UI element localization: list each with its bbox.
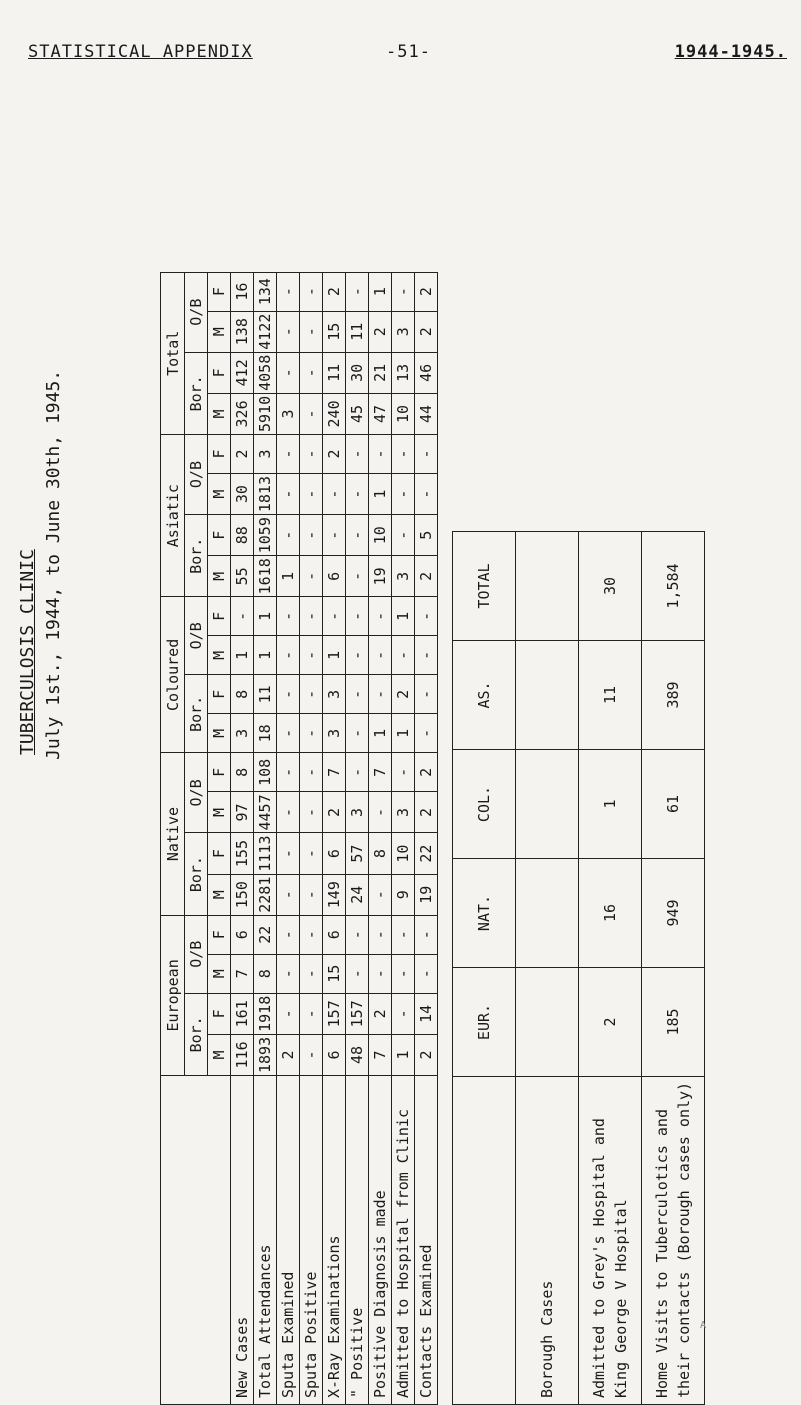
table-cell: 1: [369, 272, 392, 311]
table-cell: 2: [277, 1034, 300, 1075]
table-cell: -: [277, 954, 300, 993]
table-cell: 2: [231, 435, 254, 474]
rotated-report: [160, 105, 800, 1405]
table-cell: 13: [392, 352, 415, 393]
table-cell: 2: [323, 792, 346, 833]
table-cell: 3: [254, 435, 277, 474]
table-cell: 97: [231, 792, 254, 833]
table-cell: 3: [231, 714, 254, 753]
sex-male-header: M: [208, 954, 231, 993]
table-cell: 55: [231, 556, 254, 597]
table-cell: 48: [346, 1034, 369, 1075]
table-cell: -: [300, 714, 323, 753]
summary-col-nat: NAT.: [453, 859, 516, 968]
table-cell: -: [277, 311, 300, 352]
table-cell: -: [323, 474, 346, 515]
summary-row-label: Home Visits to Tuberculotics and their contacts (Borough cases only): [642, 1077, 705, 1405]
table-cell: 3: [277, 393, 300, 434]
table-cell: 157: [323, 993, 346, 1034]
summary-header-row: [453, 532, 516, 1405]
table-cell: 240: [323, 393, 346, 434]
summary-row: [642, 532, 705, 1405]
table-cell: 6: [323, 833, 346, 874]
table-cell: 3: [392, 556, 415, 597]
table-cell: 45: [346, 393, 369, 434]
table-row: [231, 272, 254, 1404]
table-cell: 11: [323, 352, 346, 393]
table-cell: 7: [369, 1034, 392, 1075]
table-cell: 1: [392, 714, 415, 753]
summary-cell: [516, 968, 579, 1077]
row-label: " Positive: [346, 1076, 369, 1405]
table-cell: 3: [346, 792, 369, 833]
table-cell: -: [392, 435, 415, 474]
summary-row: [579, 532, 642, 1405]
table-cell: -: [392, 954, 415, 993]
table-cell: 6: [323, 556, 346, 597]
group-header-row: [161, 272, 185, 1404]
year-range: 1944-1945.: [674, 42, 787, 62]
subgroup-bor: Bor.: [185, 993, 208, 1075]
table-cell: 1: [392, 1034, 415, 1075]
row-label-header: [161, 1076, 231, 1405]
sex-female-header: F: [208, 833, 231, 874]
table-cell: 44: [415, 393, 438, 434]
subgroup-ob: O/B: [185, 272, 208, 352]
sex-female-header: F: [208, 515, 231, 556]
table-cell: -: [369, 675, 392, 714]
summary-row-label: Borough Cases: [516, 1077, 579, 1405]
sex-male-header: M: [208, 714, 231, 753]
table-cell: 4457: [254, 792, 277, 833]
table-cell: -: [369, 435, 392, 474]
summary-label-header: [453, 1077, 516, 1405]
table-cell: 161: [231, 993, 254, 1034]
table-cell: 15: [323, 954, 346, 993]
table-cell: -: [277, 792, 300, 833]
table-cell: -: [277, 833, 300, 874]
table-cell: -: [277, 435, 300, 474]
table-cell: -: [392, 753, 415, 792]
table-cell: -: [300, 435, 323, 474]
table-cell: 30: [346, 352, 369, 393]
table-cell: -: [300, 954, 323, 993]
table-cell: -: [346, 272, 369, 311]
row-label: Sputa Examined: [277, 1076, 300, 1405]
sex-female-header: F: [208, 435, 231, 474]
group-european: European: [161, 915, 185, 1075]
table-cell: -: [300, 753, 323, 792]
table-cell: 6: [323, 1034, 346, 1075]
table-cell: 1: [392, 597, 415, 636]
table-cell: -: [346, 474, 369, 515]
table-cell: 10: [369, 515, 392, 556]
summary-row-label: Admitted to Grey's Hospital and King George V Hospital: [579, 1077, 642, 1405]
table-cell: -: [369, 597, 392, 636]
row-label: Contacts Examined: [415, 1076, 438, 1405]
table-row: [277, 272, 300, 1404]
table-cell: -: [415, 675, 438, 714]
table-cell: 2: [415, 311, 438, 352]
table-row: [300, 272, 323, 1404]
table-cell: 108: [254, 753, 277, 792]
clinic-statistics-table: [160, 272, 438, 1405]
table-cell: -: [346, 636, 369, 675]
sex-male-header: M: [208, 393, 231, 434]
table-cell: -: [277, 515, 300, 556]
table-row: [323, 272, 346, 1404]
table-cell: -: [415, 954, 438, 993]
table-cell: 22: [254, 915, 277, 954]
summary-cell: 185: [642, 968, 705, 1077]
table-cell: 2: [392, 675, 415, 714]
table-cell: -: [300, 311, 323, 352]
table-cell: 3: [392, 792, 415, 833]
table-cell: 19: [415, 874, 438, 915]
table-cell: -: [300, 833, 323, 874]
table-cell: -: [415, 597, 438, 636]
table-row: [346, 272, 369, 1404]
table-cell: 8: [231, 675, 254, 714]
summary-table: [452, 531, 705, 1405]
table-cell: 2: [323, 435, 346, 474]
table-cell: 116: [231, 1034, 254, 1075]
table-cell: 1: [369, 474, 392, 515]
table-cell: 47: [369, 393, 392, 434]
summary-cell: 2: [579, 968, 642, 1077]
group-coloured: Coloured: [161, 597, 185, 753]
sex-female-header: F: [208, 352, 231, 393]
table-cell: 3: [392, 311, 415, 352]
table-cell: 9: [392, 874, 415, 915]
table-cell: -: [231, 597, 254, 636]
table-cell: -: [300, 556, 323, 597]
summary-cell: [516, 532, 579, 641]
table-cell: -: [369, 915, 392, 954]
table-cell: 7: [369, 753, 392, 792]
table-cell: -: [300, 915, 323, 954]
table-cell: -: [415, 636, 438, 675]
table-cell: 7: [231, 954, 254, 993]
table-cell: 46: [415, 352, 438, 393]
row-label: New Cases: [231, 1076, 254, 1405]
table-cell: 11: [346, 311, 369, 352]
sex-female-header: F: [208, 597, 231, 636]
table-cell: -: [346, 753, 369, 792]
sex-female-header: F: [208, 753, 231, 792]
table-cell: 6: [231, 915, 254, 954]
table-cell: -: [300, 636, 323, 675]
table-cell: 4058: [254, 352, 277, 393]
table-cell: 10: [392, 393, 415, 434]
table-cell: 2: [415, 1034, 438, 1075]
table-cell: -: [346, 675, 369, 714]
table-cell: 2: [415, 753, 438, 792]
statistics-body: [231, 272, 438, 1404]
table-cell: -: [300, 272, 323, 311]
row-label: Admitted to Hospital from Clinic: [392, 1076, 415, 1405]
table-cell: 2: [415, 556, 438, 597]
subgroup-ob: O/B: [185, 435, 208, 515]
table-cell: -: [277, 714, 300, 753]
page-number: -51-: [386, 42, 431, 62]
table-cell: -: [300, 352, 323, 393]
table-cell: -: [323, 597, 346, 636]
sex-male-header: M: [208, 1034, 231, 1075]
summary-cell: 389: [642, 641, 705, 750]
table-cell: -: [392, 272, 415, 311]
table-cell: -: [300, 675, 323, 714]
summary-cell: [516, 859, 579, 968]
table-cell: 1: [231, 636, 254, 675]
table-cell: 155: [231, 833, 254, 874]
table-cell: -: [300, 792, 323, 833]
sex-male-header: M: [208, 874, 231, 915]
table-cell: 6: [323, 915, 346, 954]
table-cell: -: [415, 714, 438, 753]
table-cell: 8: [369, 833, 392, 874]
table-cell: -: [277, 272, 300, 311]
table-cell: 1813: [254, 474, 277, 515]
table-cell: 2: [369, 993, 392, 1034]
table-cell: -: [277, 597, 300, 636]
table-cell: -: [369, 636, 392, 675]
table-cell: 7: [323, 753, 346, 792]
summary-col-total: TOTAL: [453, 532, 516, 641]
subgroup-ob: O/B: [185, 753, 208, 833]
document-title: [15, 250, 65, 770]
summary-cell: 16: [579, 859, 642, 968]
table-cell: 412: [231, 352, 254, 393]
table-cell: 4122: [254, 311, 277, 352]
subgroup-bor: Bor.: [185, 515, 208, 597]
summary-row: [516, 532, 579, 1405]
appendix-title: STATISTICAL APPENDIX: [28, 42, 253, 62]
table-cell: -: [277, 753, 300, 792]
row-label: X-Ray Examinations: [323, 1076, 346, 1405]
table-cell: -: [277, 915, 300, 954]
summary-body: [516, 532, 705, 1405]
summary-cell: [516, 641, 579, 750]
table-cell: 57: [346, 833, 369, 874]
summary-cell: 949: [642, 859, 705, 968]
sex-male-header: M: [208, 556, 231, 597]
table-cell: 1: [254, 597, 277, 636]
table-cell: -: [277, 352, 300, 393]
table-cell: -: [346, 597, 369, 636]
table-cell: 1893: [254, 1034, 277, 1075]
table-cell: 11: [254, 675, 277, 714]
table-cell: -: [300, 993, 323, 1034]
subgroup-ob: O/B: [185, 597, 208, 675]
summary-cell: [516, 750, 579, 859]
group-native: Native: [161, 753, 185, 915]
table-cell: -: [415, 474, 438, 515]
table-cell: 14: [415, 993, 438, 1034]
table-cell: -: [346, 556, 369, 597]
table-cell: -: [415, 435, 438, 474]
sex-female-header: F: [208, 915, 231, 954]
margin-mark: A: [700, 1320, 707, 1331]
table-cell: -: [277, 675, 300, 714]
table-cell: -: [300, 515, 323, 556]
table-cell: -: [369, 792, 392, 833]
table-cell: 3: [323, 675, 346, 714]
row-label: Positive Diagnosis made: [369, 1076, 392, 1405]
sex-female-header: F: [208, 993, 231, 1034]
table-cell: 15: [323, 311, 346, 352]
summary-col-eur: EUR.: [453, 968, 516, 1077]
table-cell: 326: [231, 393, 254, 434]
table-cell: 5910: [254, 393, 277, 434]
summary-cell: 61: [642, 750, 705, 859]
table-cell: -: [346, 714, 369, 753]
table-cell: -: [300, 597, 323, 636]
table-cell: 2: [369, 311, 392, 352]
sex-male-header: M: [208, 636, 231, 675]
table-cell: 22: [415, 833, 438, 874]
table-cell: -: [277, 474, 300, 515]
table-cell: -: [392, 915, 415, 954]
table-cell: -: [392, 993, 415, 1034]
summary-cell: 1: [579, 750, 642, 859]
table-cell: 157: [346, 993, 369, 1034]
table-cell: 1618: [254, 556, 277, 597]
table-row: [392, 272, 415, 1404]
table-cell: 3: [323, 714, 346, 753]
table-cell: 19: [369, 556, 392, 597]
table-cell: 16: [231, 272, 254, 311]
table-cell: -: [415, 915, 438, 954]
table-cell: -: [300, 874, 323, 915]
clinic-title: TUBERCULOSIS CLINIC: [17, 549, 38, 755]
table-cell: 2: [415, 272, 438, 311]
row-label: Total Attendances: [254, 1076, 277, 1405]
table-cell: 134: [254, 272, 277, 311]
group-total: Total: [161, 272, 185, 434]
table-cell: 2281: [254, 874, 277, 915]
table-cell: 150: [231, 874, 254, 915]
table-cell: -: [392, 474, 415, 515]
subgroup-bor: Bor.: [185, 352, 208, 434]
table-row: [254, 272, 277, 1404]
table-cell: 149: [323, 874, 346, 915]
table-cell: -: [392, 636, 415, 675]
subgroup-bor: Bor.: [185, 675, 208, 753]
table-cell: -: [300, 1034, 323, 1075]
summary-cell: 30: [579, 532, 642, 641]
table-cell: 2: [323, 272, 346, 311]
table-cell: 2: [415, 792, 438, 833]
table-row: [415, 272, 438, 1404]
table-cell: -: [323, 515, 346, 556]
table-cell: -: [300, 393, 323, 434]
table-cell: 8: [231, 753, 254, 792]
table-cell: -: [277, 636, 300, 675]
table-cell: 1: [369, 714, 392, 753]
table-cell: 1918: [254, 993, 277, 1034]
sex-male-header: M: [208, 792, 231, 833]
table-cell: 21: [369, 352, 392, 393]
table-cell: -: [277, 993, 300, 1034]
table-cell: 1: [323, 636, 346, 675]
table-cell: 1059: [254, 515, 277, 556]
table-row: [369, 272, 392, 1404]
period-title: July 1st., 1944, to June 30th, 1945.: [43, 369, 64, 760]
table-cell: 30: [231, 474, 254, 515]
table-cell: 1: [254, 636, 277, 675]
table-cell: -: [277, 874, 300, 915]
summary-col-col: COL.: [453, 750, 516, 859]
table-cell: 138: [231, 311, 254, 352]
table-cell: 10: [392, 833, 415, 874]
sex-female-header: F: [208, 272, 231, 311]
sex-male-header: M: [208, 311, 231, 352]
table-cell: 8: [254, 954, 277, 993]
table-cell: -: [346, 435, 369, 474]
table-cell: -: [346, 954, 369, 993]
subgroup-bor: Bor.: [185, 833, 208, 915]
group-asiatic: Asiatic: [161, 435, 185, 597]
table-cell: 5: [415, 515, 438, 556]
subgroup-ob: O/B: [185, 915, 208, 993]
table-cell: 18: [254, 714, 277, 753]
table-cell: 88: [231, 515, 254, 556]
table-cell: -: [369, 954, 392, 993]
row-label: Sputa Positive: [300, 1076, 323, 1405]
summary-cell: 1,584: [642, 532, 705, 641]
table-cell: -: [300, 474, 323, 515]
summary-col-as: AS.: [453, 641, 516, 750]
table-cell: 1113: [254, 833, 277, 874]
summary-cell: 11: [579, 641, 642, 750]
table-cell: -: [346, 515, 369, 556]
table-cell: 24: [346, 874, 369, 915]
sex-female-header: F: [208, 675, 231, 714]
table-cell: -: [392, 515, 415, 556]
table-cell: -: [346, 915, 369, 954]
table-cell: 1: [277, 556, 300, 597]
table-cell: -: [369, 874, 392, 915]
sex-male-header: M: [208, 474, 231, 515]
